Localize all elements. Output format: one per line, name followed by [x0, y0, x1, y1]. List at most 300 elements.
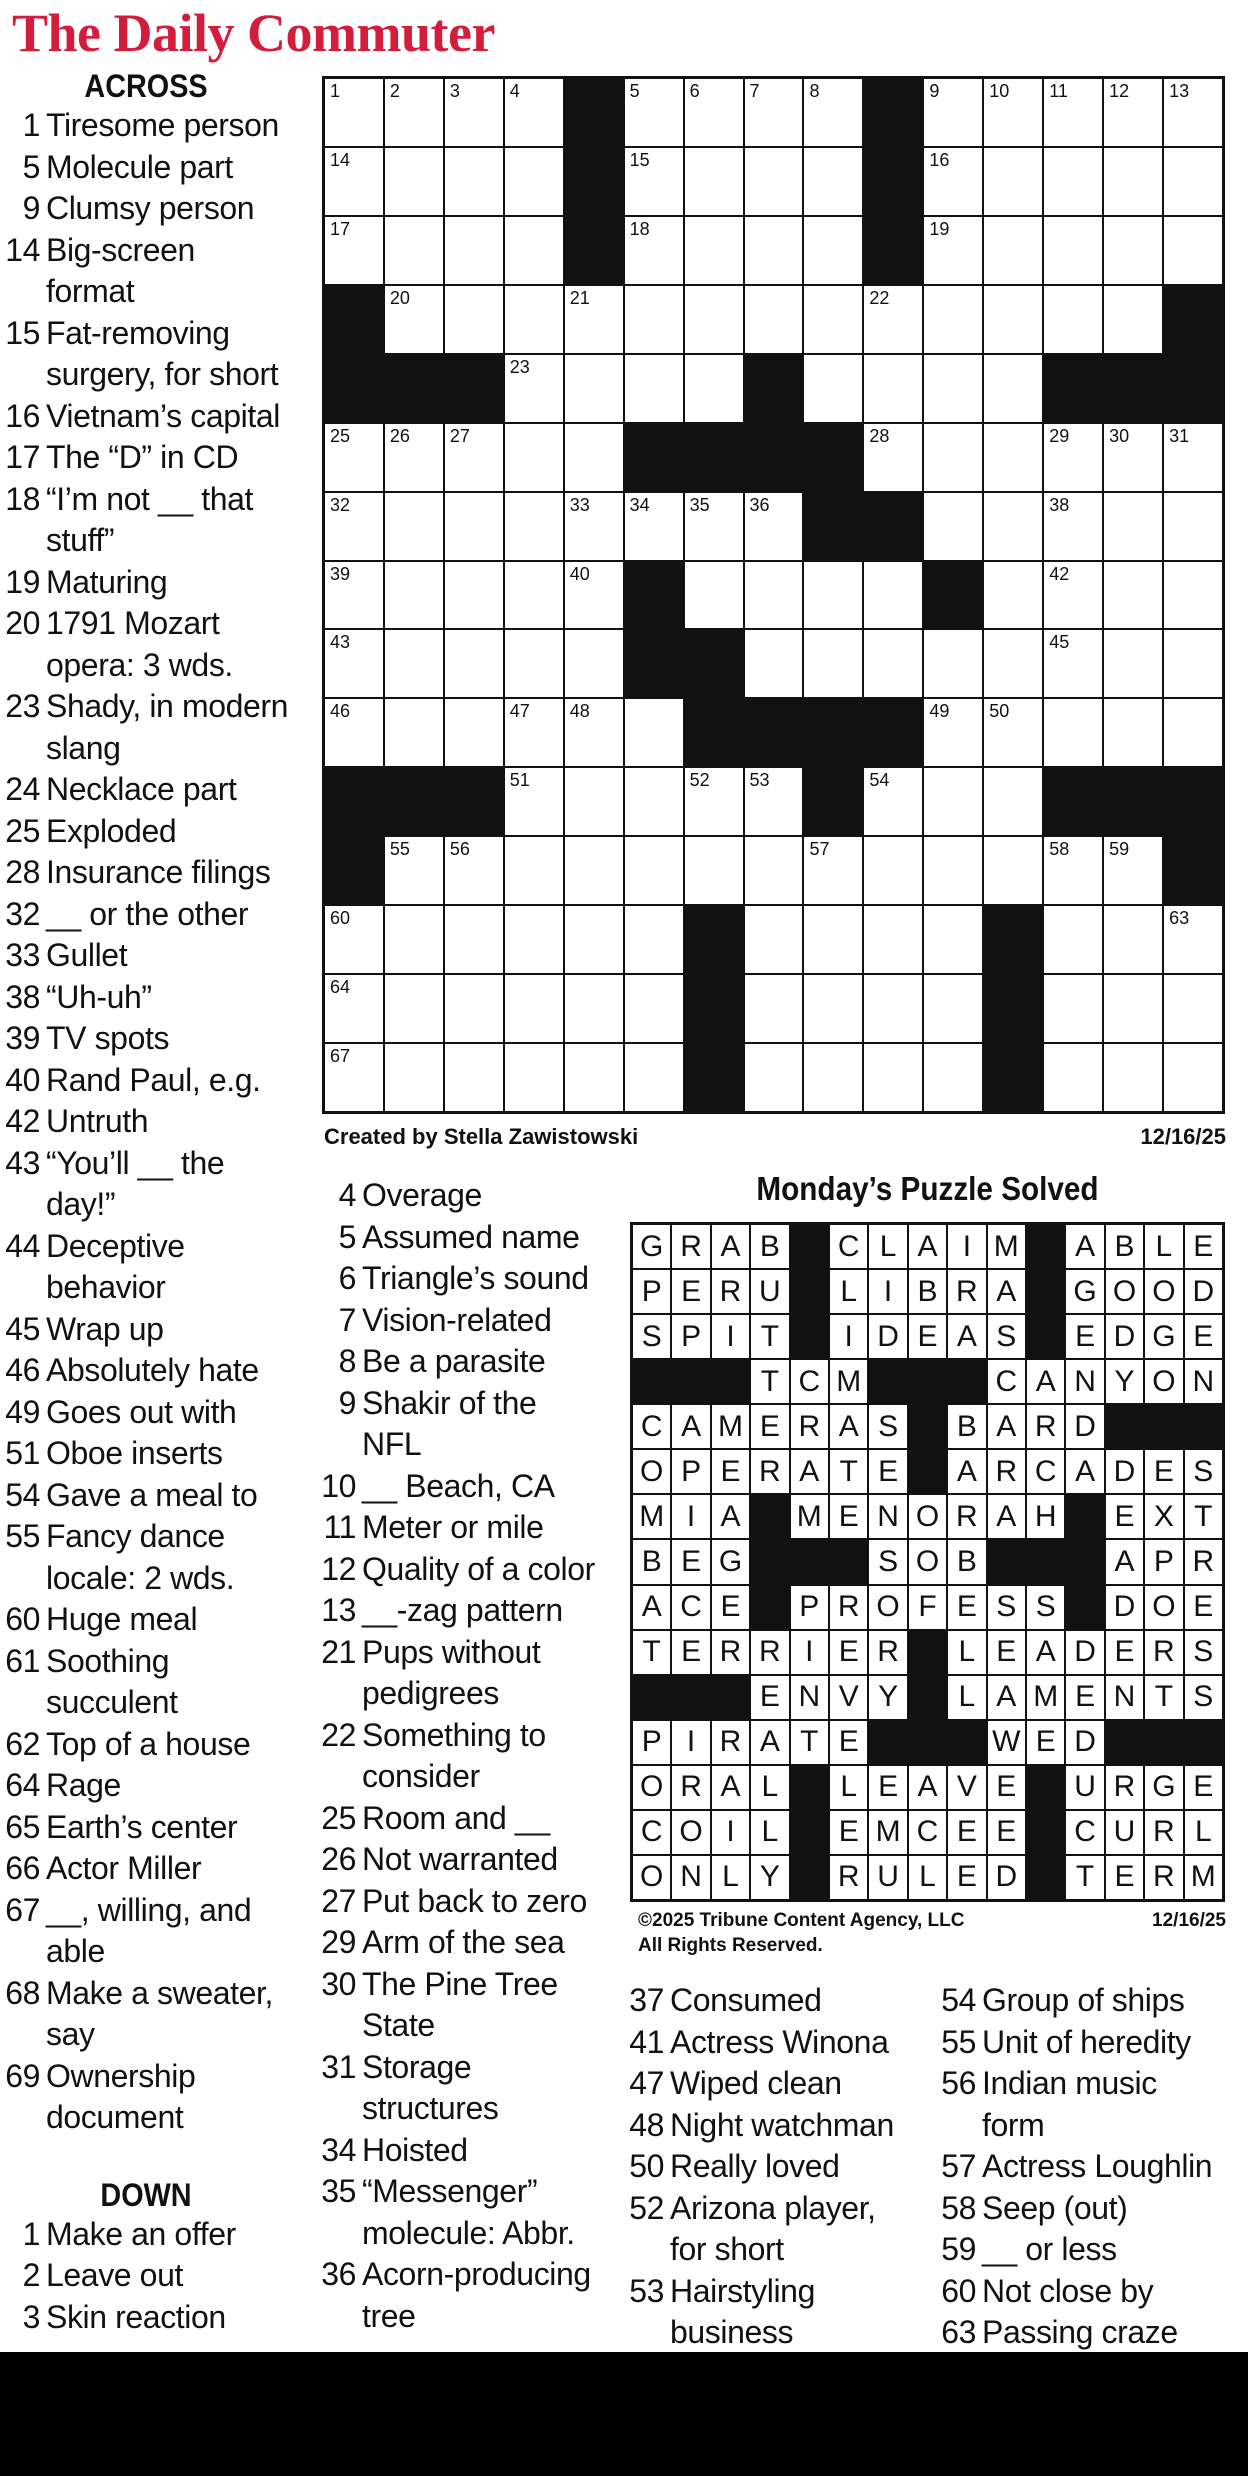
grid-cell[interactable]: [1044, 562, 1102, 629]
solution-letter: S: [988, 1315, 1025, 1358]
solution-letter: Y: [1106, 1360, 1143, 1403]
grid-cell[interactable]: [804, 906, 862, 973]
solution-letter: M: [988, 1225, 1025, 1268]
grid-cell[interactable]: [745, 493, 803, 560]
solution-letter: T: [791, 1721, 828, 1764]
grid-cell[interactable]: [864, 630, 922, 697]
grid-cell[interactable]: [924, 79, 982, 146]
grid-cell[interactable]: [685, 837, 743, 904]
clue-text: structures: [362, 2090, 499, 2126]
solution-letter: F: [909, 1586, 946, 1629]
solution-letter: C: [633, 1405, 670, 1448]
clue-text: Huge meal: [46, 1601, 198, 1637]
grid-cell[interactable]: [685, 79, 743, 146]
solution-letter: L: [948, 1676, 985, 1719]
grid-cell[interactable]: [685, 217, 743, 284]
clue-item: [2, 396, 302, 438]
grid-cell[interactable]: [984, 424, 1042, 491]
clue-item: [2, 1599, 302, 1641]
grid-cell[interactable]: [745, 148, 803, 215]
grid-block: [385, 355, 443, 422]
grid-cell[interactable]: [864, 906, 922, 973]
grid-block: [685, 630, 743, 697]
grid-cell[interactable]: [325, 424, 383, 491]
grid-cell[interactable]: [505, 286, 563, 353]
grid-cell[interactable]: [565, 975, 623, 1042]
grid-cell[interactable]: [385, 562, 443, 629]
grid-cell[interactable]: [505, 562, 563, 629]
clue-text: TV spots: [46, 1020, 170, 1056]
solution-block: [1066, 1540, 1103, 1583]
grid-cell[interactable]: [385, 493, 443, 560]
clue-item: [938, 2312, 1248, 2352]
grid-cell[interactable]: [804, 975, 862, 1042]
solution-letter: R: [988, 1450, 1025, 1493]
solution-letter: I: [948, 1225, 985, 1268]
grid-cell[interactable]: [565, 768, 623, 835]
grid-cell[interactable]: [445, 630, 503, 697]
clue-text: “I’m not __ that: [46, 480, 254, 517]
grid-cell[interactable]: [1104, 699, 1162, 766]
grid-cell[interactable]: [804, 837, 862, 904]
crossword-grid: [322, 76, 1225, 1114]
grid-cell[interactable]: [984, 355, 1042, 422]
grid-cell[interactable]: [565, 493, 623, 560]
grid-cell[interactable]: [924, 837, 982, 904]
solution-letter: R: [712, 1270, 749, 1313]
grid-block: [385, 768, 443, 835]
cell-number: 11: [1049, 81, 1068, 101]
clue-text: __ Beach, CA: [362, 1467, 555, 1504]
clue-text: Clumsy person: [46, 190, 255, 226]
solution-date: 12/16/25: [1152, 1910, 1226, 1931]
grid-cell[interactable]: [1164, 217, 1222, 284]
grid-cell[interactable]: [804, 286, 862, 353]
solution-block: [791, 1811, 828, 1854]
clue-text: Passing craze: [982, 2314, 1178, 2350]
solution-block: [869, 1360, 906, 1403]
solution-letter: B: [751, 1225, 788, 1268]
grid-cell[interactable]: [385, 79, 443, 146]
grid-block: [565, 79, 623, 146]
grid-cell[interactable]: [505, 975, 563, 1042]
cell-number: 5: [629, 81, 640, 101]
clue-number: 1: [22, 107, 40, 143]
grid-cell[interactable]: [864, 768, 922, 835]
grid-cell[interactable]: [924, 148, 982, 215]
grid-cell[interactable]: [505, 355, 563, 422]
cell-number: 64: [330, 977, 351, 998]
grid-cell[interactable]: [864, 837, 922, 904]
grid-cell[interactable]: [325, 1044, 383, 1111]
grid-cell[interactable]: [1104, 79, 1162, 146]
solution-letter: R: [791, 1405, 828, 1448]
grid-cell[interactable]: [1044, 1044, 1102, 1111]
grid-cell[interactable]: [1044, 79, 1102, 146]
grid-cell[interactable]: [505, 906, 563, 973]
grid-cell[interactable]: [505, 699, 563, 766]
grid-cell[interactable]: [625, 217, 683, 284]
grid-cell[interactable]: [1104, 217, 1162, 284]
grid-cell[interactable]: [625, 975, 683, 1042]
grid-cell[interactable]: [864, 424, 922, 491]
grid-cell[interactable]: [1164, 1044, 1222, 1111]
grid-cell[interactable]: [1044, 975, 1102, 1042]
grid-cell[interactable]: [984, 768, 1042, 835]
solution-block: [712, 1360, 749, 1403]
solution-letter: C: [988, 1360, 1025, 1403]
cell-number: 60: [330, 908, 351, 929]
solution-letter: R: [948, 1270, 985, 1313]
cell-number: 43: [330, 632, 351, 653]
solution-letter: D: [869, 1315, 906, 1358]
grid-cell[interactable]: [1104, 286, 1162, 353]
solution-letter: M: [633, 1495, 670, 1538]
cell-number: 39: [330, 563, 351, 584]
grid-cell[interactable]: [1044, 217, 1102, 284]
cell-number: 63: [1169, 908, 1190, 929]
grid-cell[interactable]: [1044, 699, 1102, 766]
solution-letter: A: [830, 1405, 867, 1448]
grid-cell[interactable]: [565, 1044, 623, 1111]
clue-text: “Uh-uh”: [46, 978, 152, 1015]
grid-block: [804, 699, 862, 766]
grid-cell[interactable]: [385, 837, 443, 904]
grid-cell[interactable]: [1164, 493, 1222, 560]
grid-cell[interactable]: [1104, 837, 1162, 904]
grid-cell[interactable]: [1044, 837, 1102, 904]
grid-cell[interactable]: [505, 1044, 563, 1111]
grid-cell[interactable]: [565, 286, 623, 353]
grid-cell[interactable]: [745, 217, 803, 284]
solution-letter: R: [712, 1721, 749, 1764]
grid-cell[interactable]: [1044, 286, 1102, 353]
grid-cell[interactable]: [924, 355, 982, 422]
clue-item: [2, 935, 302, 977]
solution-letter: E: [1185, 1766, 1222, 1809]
solution-block: [791, 1225, 828, 1268]
grid-cell[interactable]: [565, 355, 623, 422]
grid-cell[interactable]: [325, 906, 383, 973]
grid-cell[interactable]: [325, 699, 383, 766]
clue-text: day!”: [46, 1186, 116, 1222]
clue-text: Wiped clean: [670, 2065, 842, 2101]
grid-cell[interactable]: [505, 148, 563, 215]
clue-text: Pups without: [362, 1633, 541, 1670]
cell-number: 15: [629, 149, 650, 170]
cell-number: 52: [689, 770, 710, 791]
grid-cell[interactable]: [505, 768, 563, 835]
grid-cell[interactable]: [565, 837, 623, 904]
grid-cell[interactable]: [924, 1044, 982, 1111]
grid-cell[interactable]: [924, 906, 982, 973]
grid-cell[interactable]: [625, 286, 683, 353]
grid-cell[interactable]: [924, 699, 982, 766]
solution-letter: Y: [751, 1856, 788, 1899]
grid-cell[interactable]: [385, 217, 443, 284]
grid-cell[interactable]: [924, 975, 982, 1042]
solution-letter: M: [869, 1811, 906, 1854]
clue-item: [2, 1392, 302, 1434]
grid-cell[interactable]: [745, 837, 803, 904]
grid-cell[interactable]: [445, 493, 503, 560]
clue-text: for short: [670, 2231, 784, 2267]
grid-cell[interactable]: [864, 975, 922, 1042]
grid-cell[interactable]: [1164, 630, 1222, 697]
grid-cell[interactable]: [625, 837, 683, 904]
clue-text: Soothing: [46, 1642, 170, 1679]
clue-number: 23: [5, 688, 40, 724]
solution-letter: E: [830, 1495, 867, 1538]
clue-item: [2, 1890, 302, 1973]
grid-cell[interactable]: [864, 355, 922, 422]
grid-cell[interactable]: [984, 562, 1042, 629]
grid-cell[interactable]: [1164, 699, 1222, 766]
grid-cell[interactable]: [804, 355, 862, 422]
solution-letter: U: [1066, 1766, 1103, 1809]
grid-cell[interactable]: [984, 699, 1042, 766]
solution-block: [1066, 1586, 1103, 1629]
grid-cell[interactable]: [565, 699, 623, 766]
grid-cell[interactable]: [445, 975, 503, 1042]
grid-cell[interactable]: [1104, 148, 1162, 215]
grid-cell[interactable]: [385, 1044, 443, 1111]
grid-cell[interactable]: [445, 1044, 503, 1111]
solution-block: [869, 1721, 906, 1764]
grid-cell[interactable]: [625, 906, 683, 973]
grid-cell[interactable]: [745, 286, 803, 353]
grid-cell[interactable]: [325, 493, 383, 560]
grid-cell[interactable]: [445, 79, 503, 146]
clue-text: 1791 Mozart: [46, 605, 220, 641]
solution-block: [1027, 1315, 1064, 1358]
grid-cell[interactable]: [924, 217, 982, 284]
grid-cell[interactable]: [505, 493, 563, 560]
grid-cell[interactable]: [1164, 906, 1222, 973]
grid-cell[interactable]: [505, 217, 563, 284]
grid-cell[interactable]: [804, 148, 862, 215]
grid-cell[interactable]: [1044, 493, 1102, 560]
clue-number: 25: [5, 812, 40, 849]
solution-letter: G: [633, 1225, 670, 1268]
grid-cell[interactable]: [745, 1044, 803, 1111]
grid-cell[interactable]: [1104, 424, 1162, 491]
grid-cell[interactable]: [864, 286, 922, 353]
clue-number: 67: [5, 1891, 40, 1928]
grid-cell[interactable]: [325, 148, 383, 215]
grid-cell[interactable]: [505, 630, 563, 697]
grid-cell[interactable]: [1104, 493, 1162, 560]
grid-cell[interactable]: [745, 630, 803, 697]
grid-cell[interactable]: [924, 768, 982, 835]
grid-cell[interactable]: [505, 79, 563, 146]
grid-cell[interactable]: [1104, 906, 1162, 973]
grid-cell[interactable]: [984, 837, 1042, 904]
solution-letter: D: [1106, 1450, 1143, 1493]
clue-text: Necklace part: [46, 771, 237, 807]
grid-block: [325, 286, 383, 353]
clue-text: Tiresome person: [46, 107, 279, 143]
grid-cell[interactable]: [625, 493, 683, 560]
clue-number: 43: [5, 1144, 40, 1181]
solution-letter: G: [1145, 1766, 1182, 1809]
grid-cell[interactable]: [385, 286, 443, 353]
clue-item: [626, 2188, 926, 2271]
grid-cell[interactable]: [445, 217, 503, 284]
grid-cell[interactable]: [505, 837, 563, 904]
clue-text: Something to: [362, 1716, 546, 1753]
solution-block: [633, 1360, 670, 1403]
cell-number: 14: [330, 149, 351, 170]
grid-block: [984, 975, 1042, 1042]
grid-cell[interactable]: [745, 906, 803, 973]
clue-text: stuff”: [46, 522, 115, 558]
grid-cell[interactable]: [804, 1044, 862, 1111]
grid-cell[interactable]: [745, 562, 803, 629]
grid-cell[interactable]: [1164, 79, 1222, 146]
grid-cell[interactable]: [565, 906, 623, 973]
grid-cell[interactable]: [565, 630, 623, 697]
grid-cell[interactable]: [1164, 975, 1222, 1042]
grid-cell[interactable]: [385, 630, 443, 697]
grid-cell[interactable]: [1104, 975, 1162, 1042]
grid-cell[interactable]: [685, 148, 743, 215]
grid-cell[interactable]: [325, 975, 383, 1042]
grid-cell[interactable]: [325, 630, 383, 697]
grid-cell[interactable]: [1164, 424, 1222, 491]
clue-text: surgery, for short: [46, 356, 279, 392]
grid-cell[interactable]: [685, 768, 743, 835]
grid-cell[interactable]: [924, 493, 982, 560]
clue-item: [318, 1839, 618, 1881]
grid-cell[interactable]: [1104, 630, 1162, 697]
grid-cell[interactable]: [325, 562, 383, 629]
grid-cell[interactable]: [565, 562, 623, 629]
clue-number: 33: [5, 937, 40, 973]
grid-cell[interactable]: [804, 630, 862, 697]
solution-block: [988, 1540, 1025, 1583]
clue-number: 29: [321, 1924, 356, 1960]
grid-cell[interactable]: [924, 286, 982, 353]
solution-letter: E: [672, 1540, 709, 1583]
grid-cell[interactable]: [984, 148, 1042, 215]
clue-number: 25: [321, 1799, 356, 1836]
grid-cell[interactable]: [625, 355, 683, 422]
grid-cell[interactable]: [385, 424, 443, 491]
grid-cell[interactable]: [385, 975, 443, 1042]
grid-cell[interactable]: [445, 562, 503, 629]
clue-item: [938, 2229, 1248, 2271]
clue-item: [2, 1309, 302, 1351]
grid-cell[interactable]: [984, 630, 1042, 697]
clue-text: Insurance filings: [46, 854, 271, 890]
grid-cell[interactable]: [325, 217, 383, 284]
grid-cell[interactable]: [625, 79, 683, 146]
grid-cell[interactable]: [984, 79, 1042, 146]
grid-cell[interactable]: [984, 286, 1042, 353]
grid-cell[interactable]: [1044, 148, 1102, 215]
grid-cell[interactable]: [505, 424, 563, 491]
grid-cell[interactable]: [445, 837, 503, 904]
grid-cell[interactable]: [864, 562, 922, 629]
grid-cell[interactable]: [745, 768, 803, 835]
grid-cell[interactable]: [984, 217, 1042, 284]
grid-cell[interactable]: [1164, 148, 1222, 215]
grid-cell[interactable]: [804, 79, 862, 146]
grid-cell[interactable]: [804, 217, 862, 284]
grid-cell[interactable]: [984, 493, 1042, 560]
grid-cell[interactable]: [924, 630, 982, 697]
grid-cell[interactable]: [385, 906, 443, 973]
clue-item: [2, 1350, 302, 1392]
grid-cell[interactable]: [385, 148, 443, 215]
grid-cell[interactable]: [745, 975, 803, 1042]
grid-cell[interactable]: [685, 286, 743, 353]
grid-cell[interactable]: [325, 79, 383, 146]
cell-number: 48: [569, 701, 590, 722]
solution-letter: P: [672, 1315, 709, 1358]
grid-cell[interactable]: [1164, 562, 1222, 629]
grid-cell[interactable]: [1044, 906, 1102, 973]
solution-letter: I: [869, 1270, 906, 1313]
solution-letter: O: [909, 1495, 946, 1538]
grid-cell[interactable]: [445, 148, 503, 215]
grid-cell[interactable]: [625, 148, 683, 215]
clue-item: [2, 1018, 302, 1060]
grid-cell[interactable]: [685, 493, 743, 560]
grid-cell[interactable]: [445, 424, 503, 491]
grid-cell[interactable]: [385, 699, 443, 766]
grid-cell[interactable]: [625, 1044, 683, 1111]
clue-item: [2, 977, 302, 1019]
clue-text: consider: [362, 1758, 480, 1794]
grid-cell[interactable]: [445, 906, 503, 973]
grid-cell[interactable]: [1104, 562, 1162, 629]
grid-cell[interactable]: [864, 1044, 922, 1111]
clue-item: [626, 2105, 926, 2147]
grid-cell[interactable]: [565, 424, 623, 491]
cell-number: 45: [1049, 632, 1070, 653]
grid-cell[interactable]: [1044, 630, 1102, 697]
solution-letter: A: [948, 1315, 985, 1358]
clue-text: The “D” in CD: [46, 439, 239, 475]
grid-cell[interactable]: [445, 286, 503, 353]
solution-letter: E: [751, 1676, 788, 1719]
cell-number: 28: [869, 425, 890, 446]
solution-letter: E: [751, 1405, 788, 1448]
clue-number: 65: [5, 1808, 40, 1845]
grid-cell[interactable]: [745, 79, 803, 146]
clue-text: Wrap up: [46, 1310, 164, 1347]
cell-number: 30: [1109, 425, 1130, 446]
clue-number: 38: [5, 978, 40, 1015]
cell-number: 26: [389, 425, 410, 446]
grid-cell[interactable]: [685, 562, 743, 629]
grid-cell[interactable]: [625, 699, 683, 766]
clue-item: [2, 1143, 302, 1226]
solution-letter: L: [1185, 1811, 1222, 1854]
grid-cell[interactable]: [445, 699, 503, 766]
grid-cell[interactable]: [924, 424, 982, 491]
clue-number: 9: [22, 190, 40, 226]
grid-cell[interactable]: [1044, 424, 1102, 491]
clue-item: [2, 603, 302, 686]
grid-cell[interactable]: [625, 768, 683, 835]
grid-cell[interactable]: [804, 562, 862, 629]
grid-cell[interactable]: [685, 355, 743, 422]
grid-cell[interactable]: [1104, 1044, 1162, 1111]
puzzle-date: 12/16/25: [1140, 1124, 1226, 1149]
